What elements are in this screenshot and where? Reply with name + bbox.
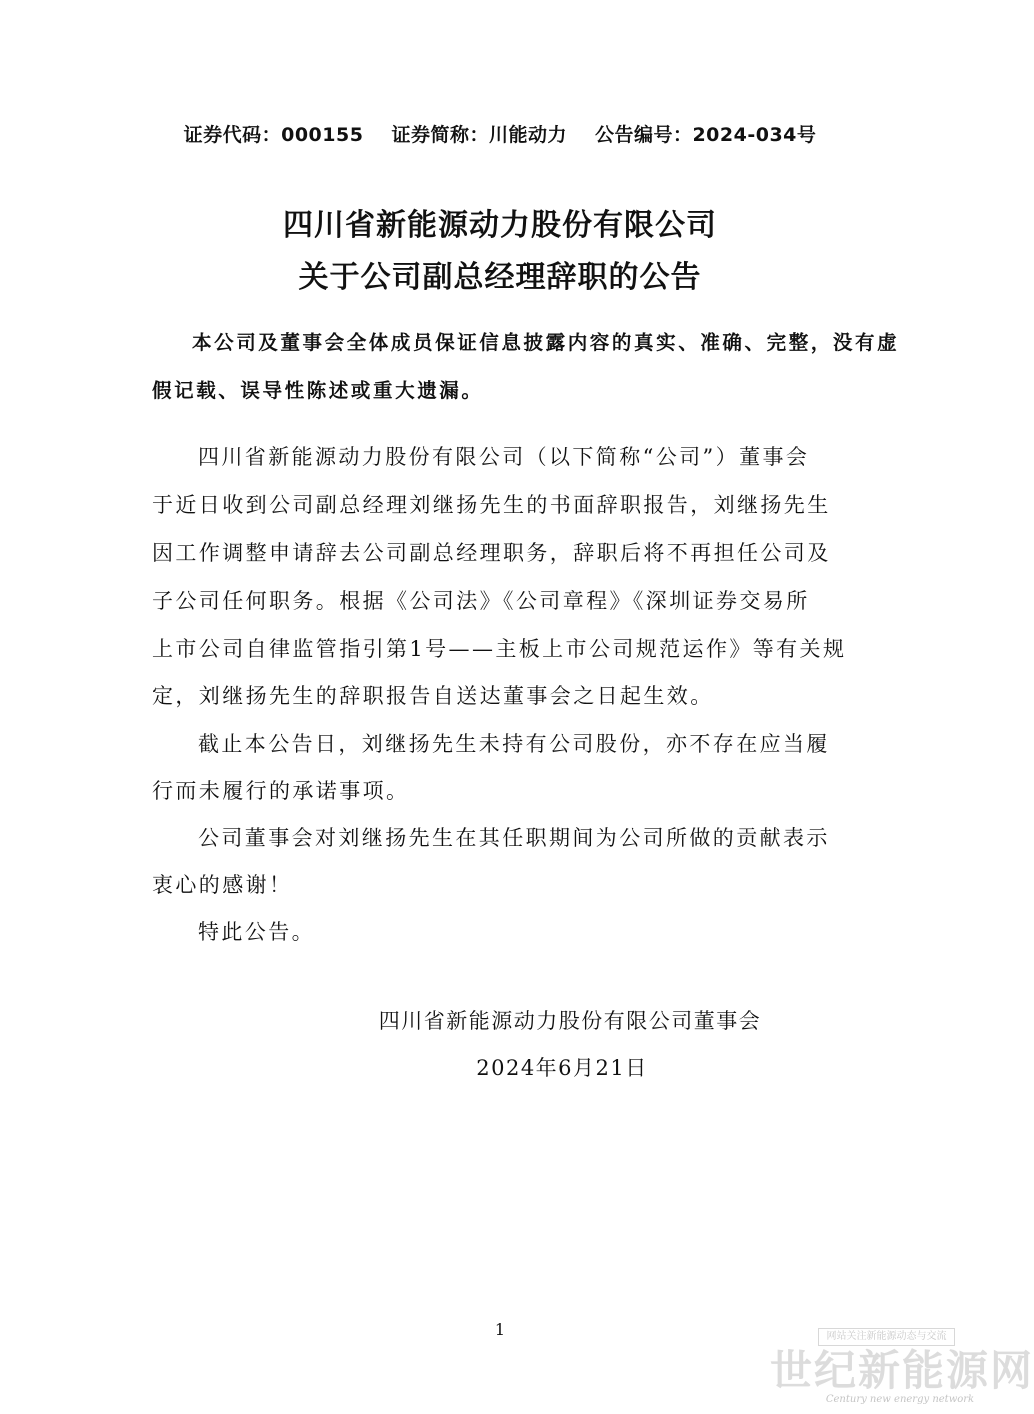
watermark-subtitle: Century new energy network [825, 1394, 975, 1405]
disclosure-statement-line-2: 假记载、误导性陈述或重大遗漏。 [152, 379, 484, 402]
page-number: 1 [494, 1320, 506, 1339]
paragraph-1-line: 子公司任何职务。根据《公司法》《公司章程》《深圳证券交易所 [152, 589, 810, 613]
paragraph-2-line: 截止本公告日，刘继扬先生未持有公司股份，亦不存在应当履 [198, 732, 830, 756]
document-title-line-2: 关于公司副总经理辞职的公告 [298, 260, 702, 295]
announcement-number: 公告编号：2024-034号 [594, 124, 817, 146]
paragraph-1-line: 于近日收到公司副总经理刘继扬先生的书面辞职报告，刘继扬先生 [152, 493, 831, 517]
site-watermark [770, 1328, 1034, 1410]
paragraph-1-line: 上市公司自律监管指引第1号——主板上市公司规范运作》等有关规 [152, 637, 847, 661]
securities-code: 证券代码：000155 [183, 124, 364, 146]
paragraph-3-line: 衷心的感谢！ [152, 873, 293, 897]
signoff-date: 2024年6月21日 [476, 1056, 648, 1080]
paragraph-1-line: 因工作调整申请辞去公司副总经理职务，辞职后将不再担任公司及 [152, 541, 831, 565]
paragraph-1-line: 定，刘继扬先生的辞职报告自送达董事会之日起生效。 [152, 684, 714, 708]
paragraph-1-line: 四川省新能源动力股份有限公司（以下简称“公司”）董事会 [198, 445, 810, 469]
securities-header [0, 120, 1000, 147]
watermark-brand: 世纪新能源网 [770, 1346, 1034, 1395]
disclosure-statement-line-1: 本公司及董事会全体成员保证信息披露内容的真实、准确、完整，没有虚 [192, 331, 900, 354]
watermark-slogan: 网站关注新能源动态与交流 [818, 1328, 955, 1346]
closing-statement: 特此公告。 [198, 920, 315, 944]
document-title-line-1: 四川省新能源动力股份有限公司 [283, 208, 717, 243]
paragraph-3-line: 公司董事会对刘继扬先生在其任职期间为公司所做的贡献表示 [198, 826, 830, 850]
securities-short-name: 证券简称：川能动力 [391, 124, 567, 146]
paragraph-2-line: 行而未履行的承诺事项。 [152, 779, 410, 803]
signoff-company: 四川省新能源动力股份有限公司董事会 [378, 1009, 762, 1033]
